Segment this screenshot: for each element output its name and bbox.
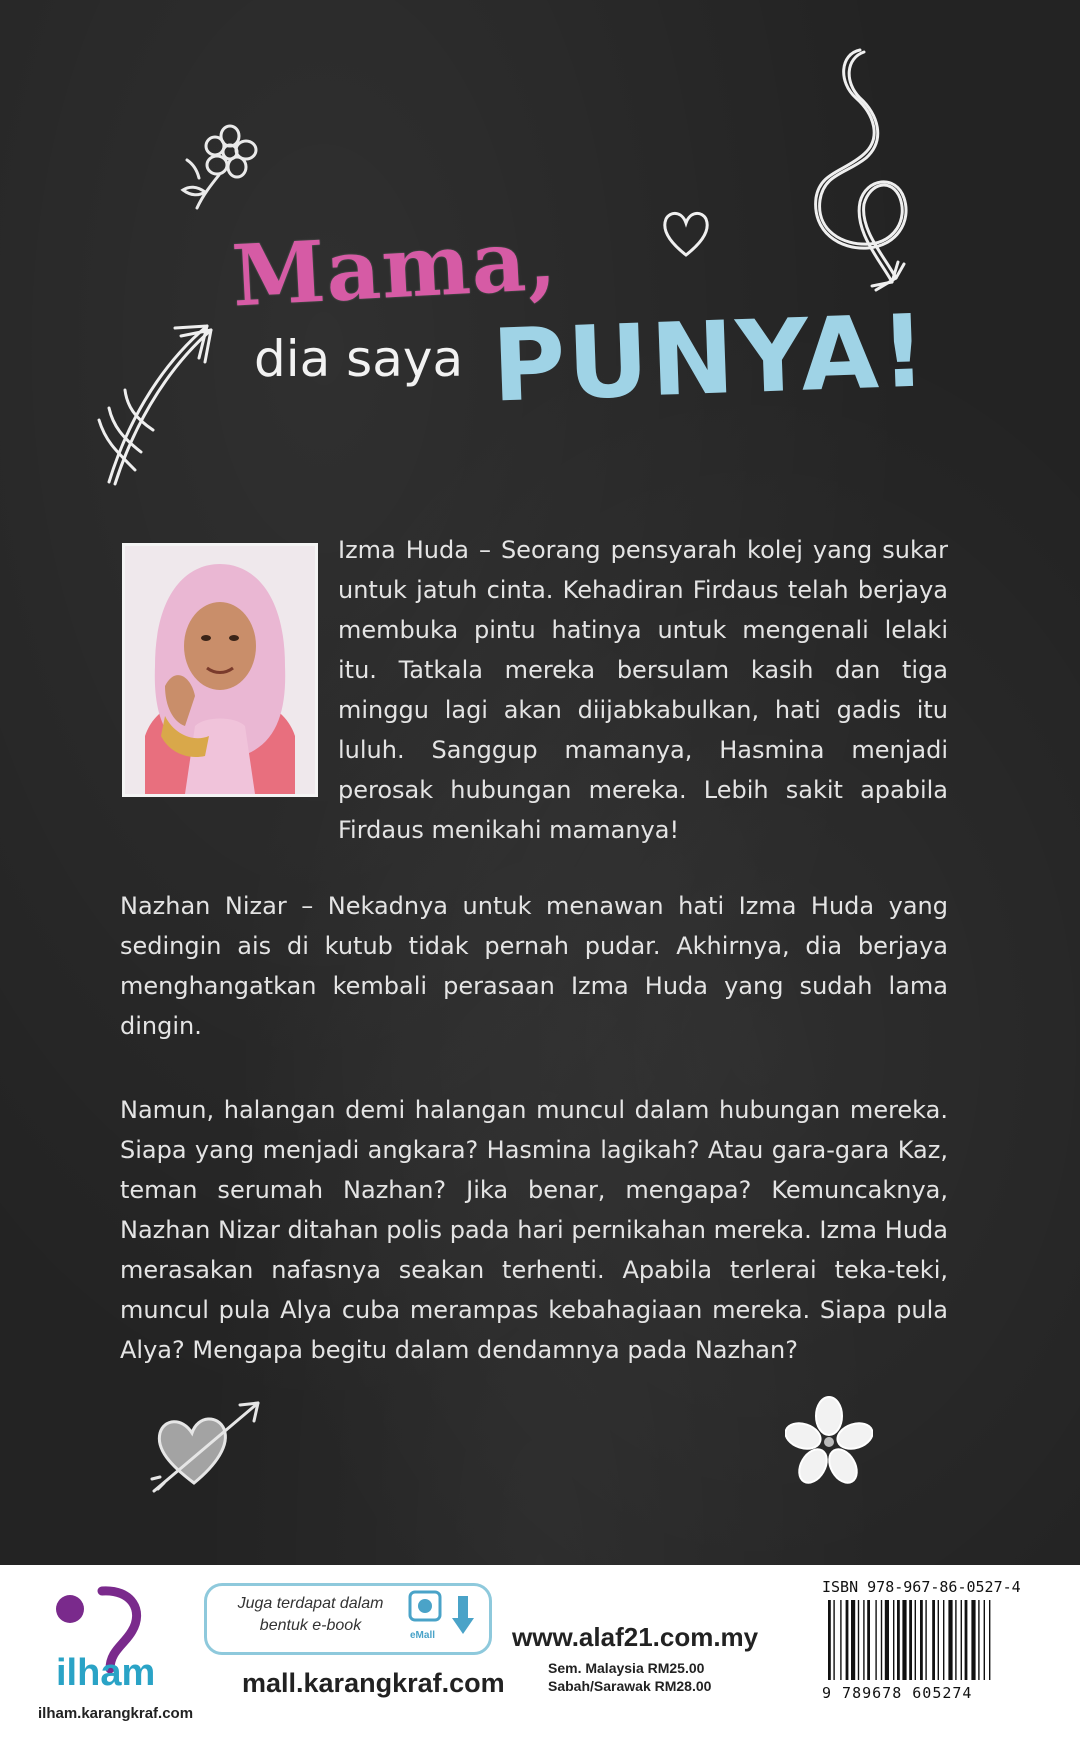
svg-text:ilham: ilham <box>56 1652 156 1694</box>
flower-chalk-icon <box>785 1396 873 1488</box>
download-arrow-icon <box>450 1594 476 1638</box>
synopsis-paragraph-izma: Izma Huda – Seorang pensyarah kolej yang sukar untuk jatuh cinta. Kehadiran Firdaus telah berjaya membuka pintu hatinya untuk mengenali lelaki itu. Tatkala mereka bersulam kasih dan tiga minggu lagi akan diijabkabulkan, hati gadis itu luluh. Sanggup mamanya, Hasmina menjadi perosak hubungan mereka. Lebih sakit apabila Firdaus menikahi mamanya! <box>338 536 948 844</box>
synopsis-paragraph-nazhan: Nazhan Nizar – Nekadnya untuk menawan hati Izma Huda yang sedingin ais di kutub tidak pernah pudar. Akhirnya, dia berjaya menghangatkan kembali perasaan Izma Huda yang sudah lama dingin. <box>120 892 948 1040</box>
isbn-number: ISBN 978-967-86-0527-4 <box>822 1578 1021 1596</box>
heart-doodle-icon <box>658 205 714 261</box>
ebook-line-2: bentuk e-book <box>259 1617 362 1634</box>
barcode-icon <box>822 1600 1034 1688</box>
price-info <box>548 1659 711 1695</box>
mall-karangkraf-url[interactable]: mall.karangkraf.com <box>242 1668 505 1698</box>
ilham-url[interactable]: ilham.karangkraf.com <box>38 1705 194 1722</box>
title-dia-saya: dia saya <box>254 330 464 388</box>
ebook-notice-text <box>218 1593 403 1637</box>
synopsis-paragraph-conflict: Namun, halangan demi halangan muncul dalam hubungan mereka. Siapa yang menjadi angkara? Hasmina lagikah? Atau gara-gara Kaz, teman serumah Nazhan? Jika benar, mengapa? Kemuncaknya, Nazhan Nizar ditahan polis pada hari pernikahan mereka. Izma Huda merasakan nafasnya seakan terhenti. Apabila terlerai teka-teki, muncul pula Alya cuba merampas kebahagiaan mereka. Siapa pula Alya? Mengapa begitu dalam dendamnya pada Nazhan? <box>120 1096 948 1364</box>
barcode-digits: 9 789678 605274 <box>822 1684 973 1702</box>
spiral-arrow-doodle-icon <box>800 42 940 322</box>
arrow-doodle-icon <box>95 300 225 490</box>
flower-doodle-icon <box>175 120 275 215</box>
title-mama: Mama, <box>229 209 560 326</box>
heart-arrow-doodle-icon <box>150 1395 265 1495</box>
title-punya: PUNYA! <box>490 292 930 425</box>
ilham-logo-icon <box>40 1585 190 1695</box>
emall-label: eMall <box>410 1630 436 1641</box>
ebook-icon <box>408 1590 442 1632</box>
price-peninsular: Sem. Malaysia RM25.00 <box>548 1660 705 1676</box>
author-photo <box>122 543 318 797</box>
ebook-line-1: Juga terdapat dalam <box>237 1595 384 1612</box>
alaf21-url[interactable]: www.alaf21.com.my <box>512 1622 759 1652</box>
price-sabah-sarawak: Sabah/Sarawak RM28.00 <box>548 1678 712 1694</box>
